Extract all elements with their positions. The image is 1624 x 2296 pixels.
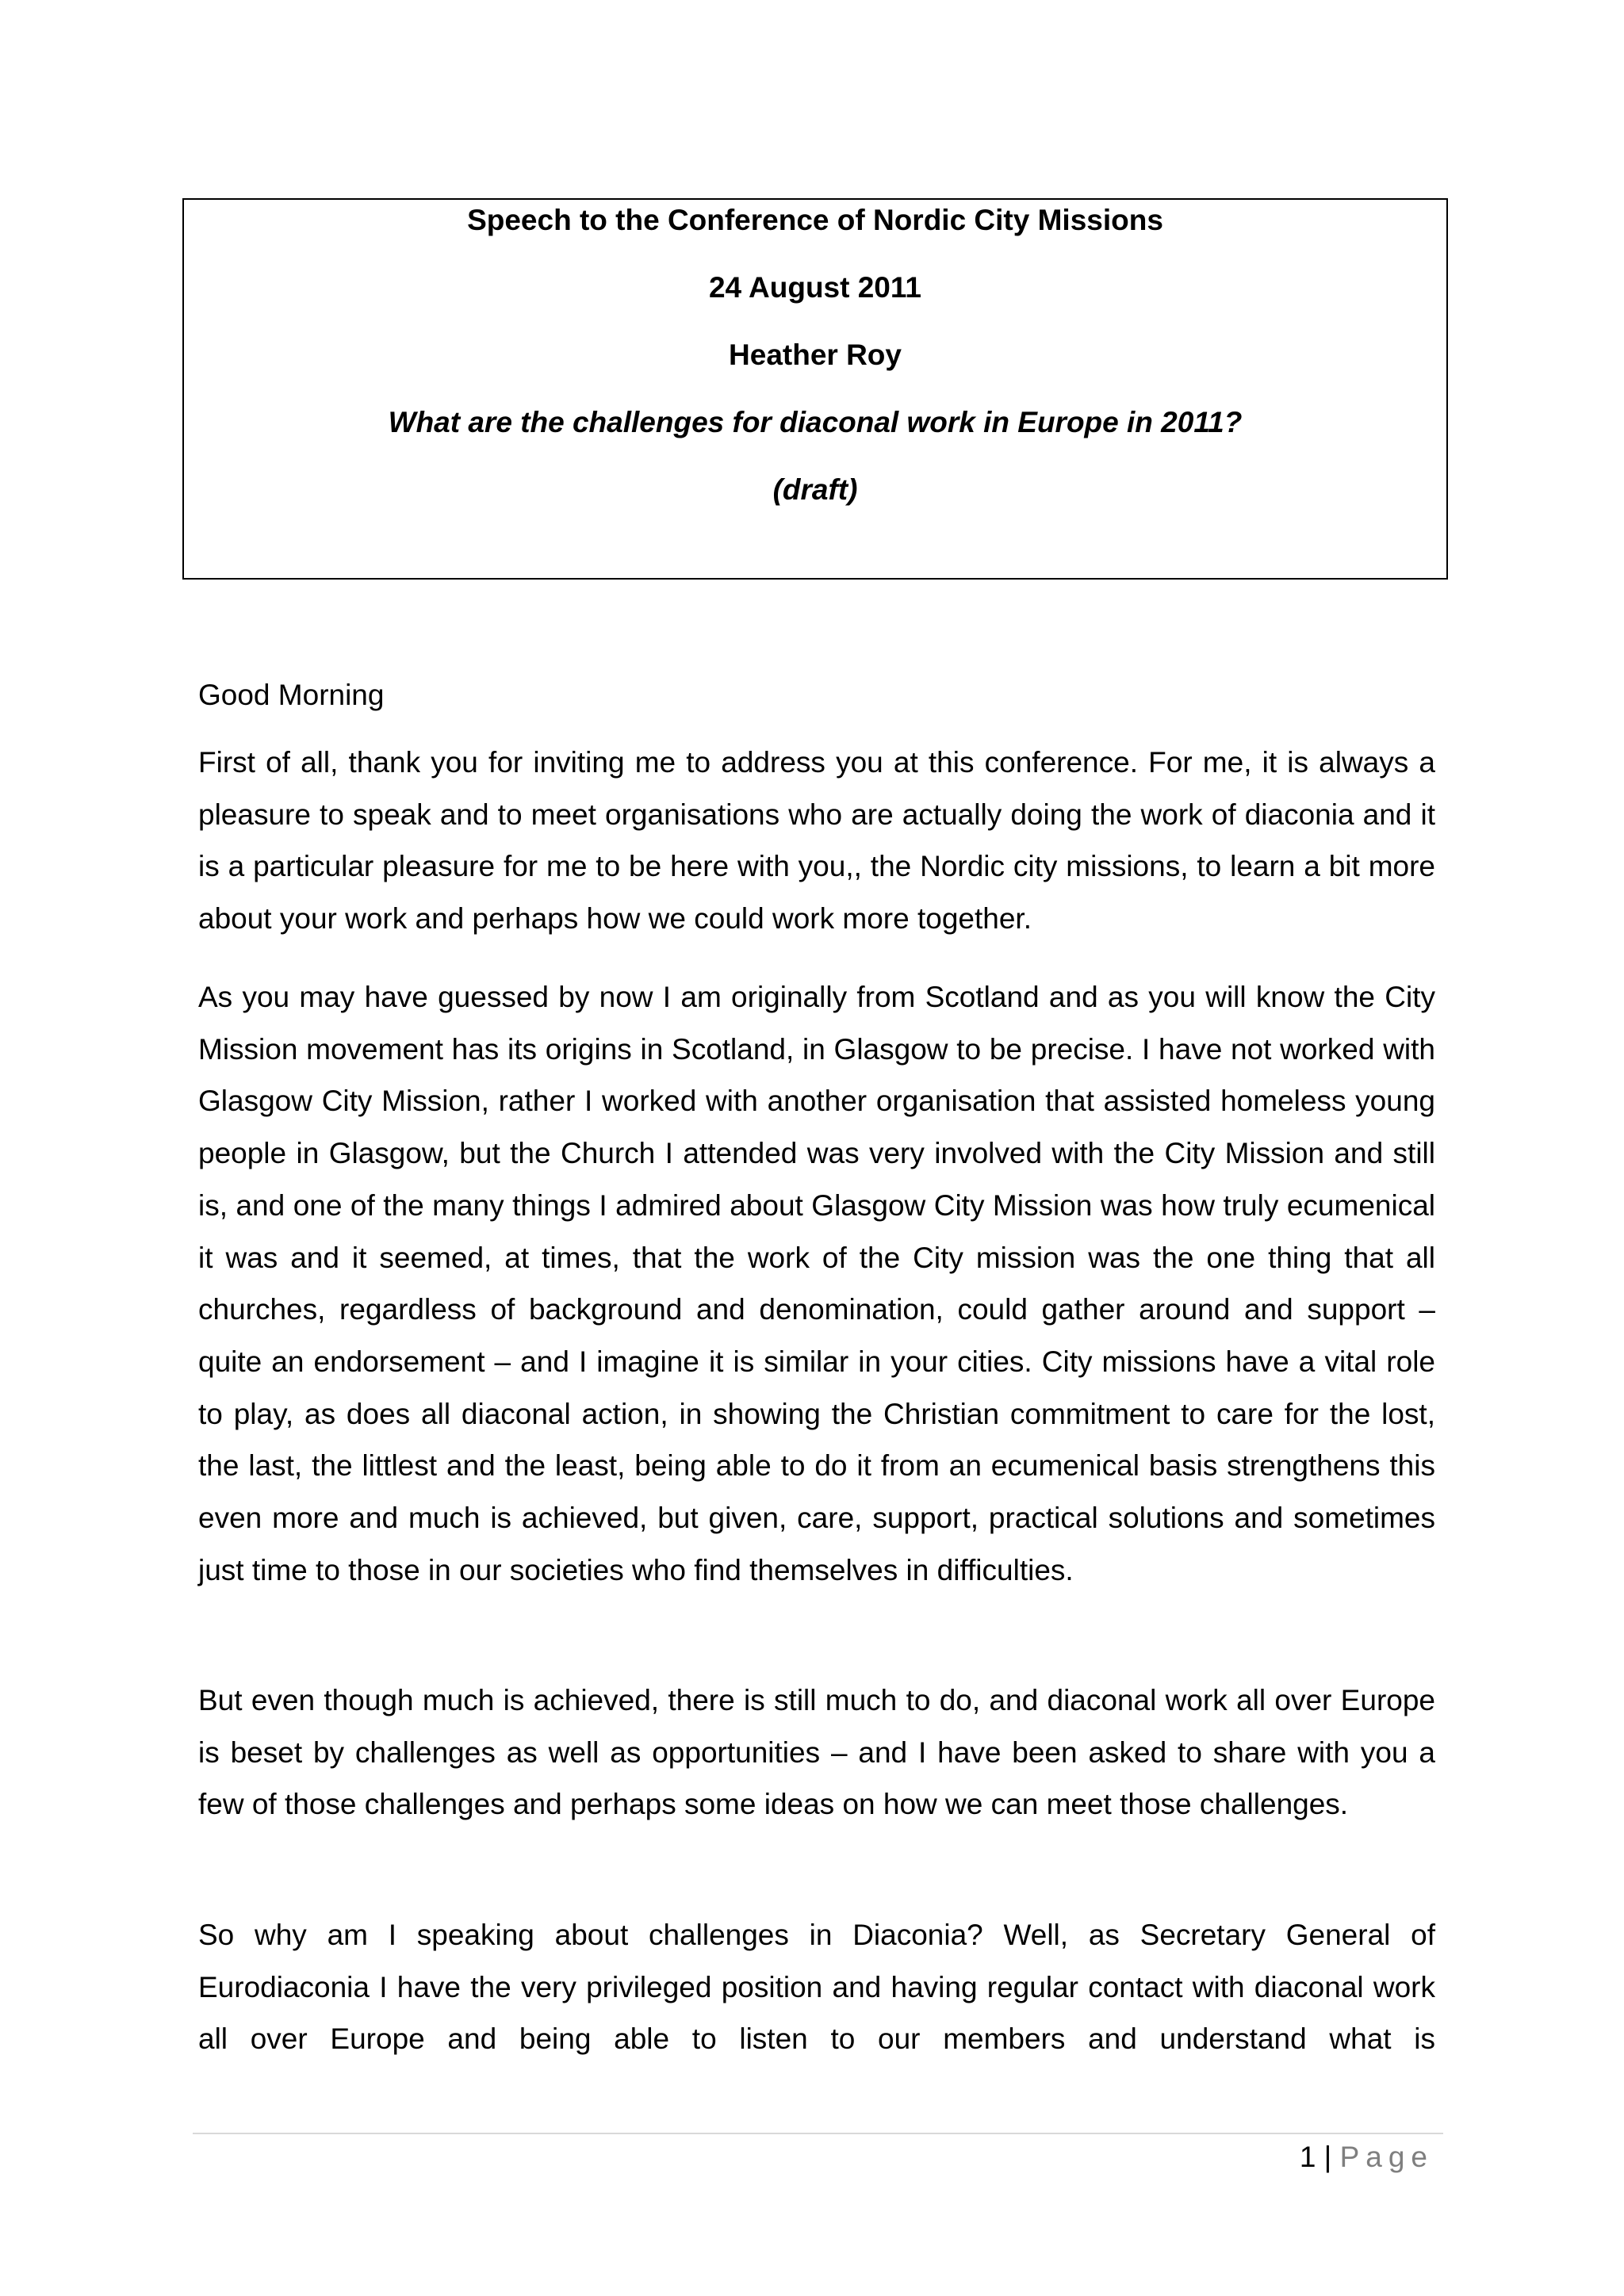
speech-date: 24 August 2011 bbox=[708, 271, 922, 304]
speech-title: Speech to the Conference of Nordic City Missions bbox=[467, 204, 1163, 236]
paragraph-4: So why am I speaking about challenges in Diaconia? Well, as Secretary General of Eurodiaconia I have the very privileged position and having regular contact with diaconal work all over Europe and being able to listen to our members and understand what is bbox=[198, 1919, 1435, 2056]
draft-label: (draft) bbox=[772, 473, 858, 506]
title-box bbox=[182, 198, 1448, 580]
paragraph-2: As you may have guessed by now I am originally from Scotland and as you will know the City Mission movement has its origins in Scotland, in Glasgow to be precise. I have not worked with Glasgow City Mission, rather I worked with another organisation that assisted homeless young people in Glasgow, but the Church I attended was very involved with the City Mission and still is, and one of the many things I admired about Glasgow City Mission was how truly ecumenical it was and it seemed, at times, that the work of the City mission was the one thing that all churches, regardless of background and denomination, could gather around and support – quite an endorsement – and I imagine it is similar in your cities. City missions have a vital role to play, as does all diaconal action, in showing the Christian commitment to care for the lost, the last, the littlest and the least, being able to do it from an ecumenical basis strengthens this even more and much is achieved, but given, care, support, practical solutions and sometimes just time to those in our societies who find themselves in difficulties. bbox=[198, 981, 1435, 1586]
page-number: 1 bbox=[1299, 2141, 1316, 2173]
paragraph-3: But even though much is achieved, there is still much to do, and diaconal work all over Europe is beset by challenges as well as opportunities – and I have been asked to share with you a few of those challenges and perhaps some ideas on how we can meet those challenges. bbox=[198, 1684, 1435, 1821]
paragraph-1: First of all, thank you for inviting me to address you at this conference. For me, it is always a pleasure to speak and to meet organisations who are actually doing the work of diaconia and it is a particular pleasure for me to be here with you,, the Nordic city missions, to learn a bit more about your work and perhaps how we could work more together. bbox=[198, 746, 1435, 936]
footer-divider bbox=[193, 2133, 1443, 2134]
footer-separator: | bbox=[1323, 2141, 1332, 2173]
greeting: Good Morning bbox=[198, 679, 385, 711]
speech-subtitle: What are the challenges for diaconal work in Europe in 2011? bbox=[388, 406, 1243, 438]
page-label: Page bbox=[1339, 2141, 1434, 2173]
speech-author: Heather Roy bbox=[729, 339, 902, 371]
page-footer bbox=[1300, 2137, 1434, 2177]
